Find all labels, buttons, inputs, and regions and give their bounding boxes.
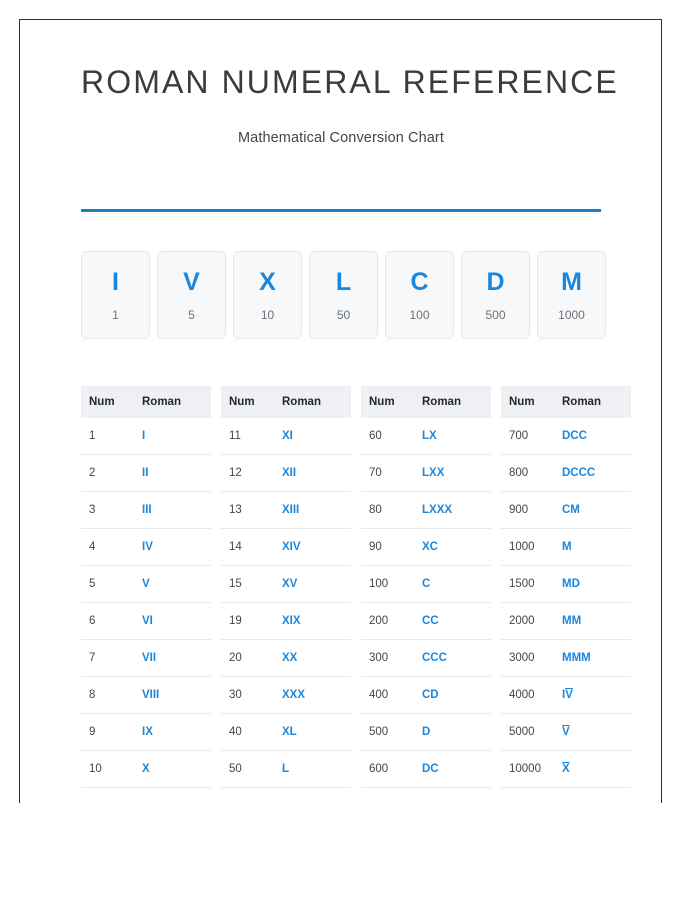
conversion-table-3 [361, 386, 491, 788]
cell-number: 19 [221, 603, 274, 640]
table-row [501, 677, 631, 714]
table-row [501, 751, 631, 788]
table-row [501, 529, 631, 566]
table-row [361, 751, 491, 788]
symbol-glyph: I [112, 267, 119, 296]
table-header-row [361, 386, 491, 418]
cell-number: 90 [361, 529, 414, 566]
document-header [81, 62, 619, 146]
symbol-value: 1000 [558, 307, 585, 322]
cell-roman-numeral: LX [414, 418, 491, 455]
table-row [81, 714, 211, 751]
cell-roman-numeral: DCC [554, 418, 631, 455]
cell-number: 3 [81, 492, 134, 529]
cell-number: 60 [361, 418, 414, 455]
cell-number: 5 [81, 566, 134, 603]
column-header-num: Num [221, 386, 274, 418]
table-row [361, 640, 491, 677]
overline-segment: $\overline{X}$ [562, 763, 570, 775]
cell-number: 8 [81, 677, 134, 714]
cell-number: 10 [81, 751, 134, 788]
cell-roman-numeral: M [554, 529, 631, 566]
cell-roman-numeral [554, 751, 631, 788]
cell-roman-numeral: CD [414, 677, 491, 714]
table-row [221, 492, 351, 529]
table-row [81, 751, 211, 788]
cell-roman-numeral: XII [274, 455, 351, 492]
table-row [361, 455, 491, 492]
table-header-row [501, 386, 631, 418]
cell-roman-numeral: LXX [414, 455, 491, 492]
cell-roman-numeral: LXXX [414, 492, 491, 529]
table-row [501, 603, 631, 640]
table-row [361, 418, 491, 455]
header-divider [81, 209, 601, 212]
symbol-card-list [81, 251, 607, 339]
cell-number: 20 [221, 640, 274, 677]
symbol-card-c[interactable] [385, 251, 454, 339]
table-row [81, 677, 211, 714]
table-row [81, 603, 211, 640]
table-row [221, 418, 351, 455]
overline-segment: $\overline{V}$ [565, 689, 573, 701]
symbol-card-v[interactable] [157, 251, 226, 339]
cell-roman-numeral: V [134, 566, 211, 603]
table-row [81, 455, 211, 492]
cell-number: 500 [361, 714, 414, 751]
cell-number: 7 [81, 640, 134, 677]
symbol-card-m[interactable] [537, 251, 606, 339]
cell-number: 14 [221, 529, 274, 566]
symbol-card-l[interactable] [309, 251, 378, 339]
cell-roman-numeral: IX [134, 714, 211, 751]
cell-roman-numeral: XXX [274, 677, 351, 714]
table-row [221, 751, 351, 788]
symbol-value: 100 [409, 307, 430, 322]
table-row [81, 640, 211, 677]
symbol-glyph: X [259, 267, 276, 296]
cell-number: 800 [501, 455, 554, 492]
table-row [221, 455, 351, 492]
column-header-roman: Roman [274, 386, 351, 418]
table-row [81, 566, 211, 603]
cell-number: 300 [361, 640, 414, 677]
table-row [361, 529, 491, 566]
column-header-num: Num [361, 386, 414, 418]
cell-number: 6 [81, 603, 134, 640]
cell-number: 100 [361, 566, 414, 603]
table-header-row [81, 386, 211, 418]
table-row [221, 529, 351, 566]
table-row [361, 566, 491, 603]
cell-roman-numeral: C [414, 566, 491, 603]
cell-roman-numeral: CC [414, 603, 491, 640]
conversion-table-1 [81, 386, 211, 788]
cell-number: 900 [501, 492, 554, 529]
table-row [501, 714, 631, 751]
cell-number: 700 [501, 418, 554, 455]
page-title: ROMAN NUMERAL REFERENCE [81, 64, 619, 100]
table-row [361, 677, 491, 714]
cell-number: 80 [361, 492, 414, 529]
overline-segment: $\overline{V}$ [562, 726, 570, 738]
symbol-card-d[interactable] [461, 251, 530, 339]
page-subtitle: Mathematical Conversion Chart [238, 130, 444, 146]
cell-number: 5000 [501, 714, 554, 751]
cell-number: 2 [81, 455, 134, 492]
conversion-table-4 [501, 386, 631, 788]
cell-roman-numeral: VI [134, 603, 211, 640]
cell-number: 70 [361, 455, 414, 492]
symbol-value: 5 [188, 307, 195, 322]
cell-number: 13 [221, 492, 274, 529]
cell-number: 9 [81, 714, 134, 751]
symbol-value: 10 [260, 307, 275, 322]
symbol-glyph: M [561, 267, 582, 296]
cell-roman-numeral: $I\overline{V}$ [554, 677, 631, 714]
cell-roman-numeral: XL [274, 714, 351, 751]
cell-number: 4000 [501, 677, 554, 714]
cell-number: 50 [221, 751, 274, 788]
column-header-roman: Roman [414, 386, 491, 418]
symbol-glyph: V [183, 267, 200, 296]
table-header-row [221, 386, 351, 418]
cell-roman-numeral: XIX [274, 603, 351, 640]
cell-number: 30 [221, 677, 274, 714]
cell-roman-numeral: DCCC [554, 455, 631, 492]
table-row [361, 603, 491, 640]
cell-number: 1 [81, 418, 134, 455]
cell-number: 10000 [501, 751, 554, 788]
cell-roman-numeral: MMM [554, 640, 631, 677]
table-row [501, 418, 631, 455]
cell-number: 600 [361, 751, 414, 788]
cell-roman-numeral: I [134, 418, 211, 455]
cell-number: 1000 [501, 529, 554, 566]
symbol-glyph: C [410, 267, 429, 296]
cell-number: 200 [361, 603, 414, 640]
cell-roman-numeral: L [274, 751, 351, 788]
table-row [361, 714, 491, 751]
cell-roman-numeral: MD [554, 566, 631, 603]
table-row [221, 566, 351, 603]
cell-roman-numeral: VII [134, 640, 211, 677]
symbol-value: 50 [336, 307, 351, 322]
cell-roman-numeral: II [134, 455, 211, 492]
column-header-roman: Roman [134, 386, 211, 418]
cell-roman-numeral: MM [554, 603, 631, 640]
cell-number: 3000 [501, 640, 554, 677]
symbol-glyph: D [486, 267, 505, 296]
table-row [81, 529, 211, 566]
table-row [501, 492, 631, 529]
cell-number: 400 [361, 677, 414, 714]
cell-roman-numeral: XI [274, 418, 351, 455]
table-row [81, 418, 211, 455]
cell-roman-numeral: III [134, 492, 211, 529]
table-row [221, 603, 351, 640]
conversion-table-2 [221, 386, 351, 788]
cell-roman-numeral: XIII [274, 492, 351, 529]
cell-roman-numeral: XIV [274, 529, 351, 566]
table-row [501, 455, 631, 492]
symbol-value: 1 [112, 307, 119, 322]
cell-roman-numeral: D [414, 714, 491, 751]
cell-number: 11 [221, 418, 274, 455]
cell-roman-numeral: CM [554, 492, 631, 529]
cell-number: 2000 [501, 603, 554, 640]
table-row [221, 677, 351, 714]
table-row [221, 714, 351, 751]
cell-roman-numeral: VIII [134, 677, 211, 714]
cell-number: 15 [221, 566, 274, 603]
symbol-value: 500 [485, 307, 506, 322]
table-row [221, 640, 351, 677]
cell-roman-numeral [554, 714, 631, 751]
cell-roman-numeral: IV [134, 529, 211, 566]
conversion-table-group [81, 386, 609, 788]
column-header-num: Num [501, 386, 554, 418]
cell-number: 4 [81, 529, 134, 566]
cell-number: 40 [221, 714, 274, 751]
table-row [81, 492, 211, 529]
cell-roman-numeral: CCC [414, 640, 491, 677]
cell-number: 1500 [501, 566, 554, 603]
table-row [501, 640, 631, 677]
table-row [501, 566, 631, 603]
cell-roman-numeral: XV [274, 566, 351, 603]
cell-roman-numeral: DC [414, 751, 491, 788]
table-row [361, 492, 491, 529]
cell-number: 12 [221, 455, 274, 492]
cell-roman-numeral: X [134, 751, 211, 788]
cell-roman-numeral: XX [274, 640, 351, 677]
column-header-roman: Roman [554, 386, 631, 418]
cell-roman-numeral: XC [414, 529, 491, 566]
symbol-card-i[interactable] [81, 251, 150, 339]
symbol-glyph: L [335, 267, 352, 296]
column-header-num: Num [81, 386, 134, 418]
symbol-card-x[interactable] [233, 251, 302, 339]
